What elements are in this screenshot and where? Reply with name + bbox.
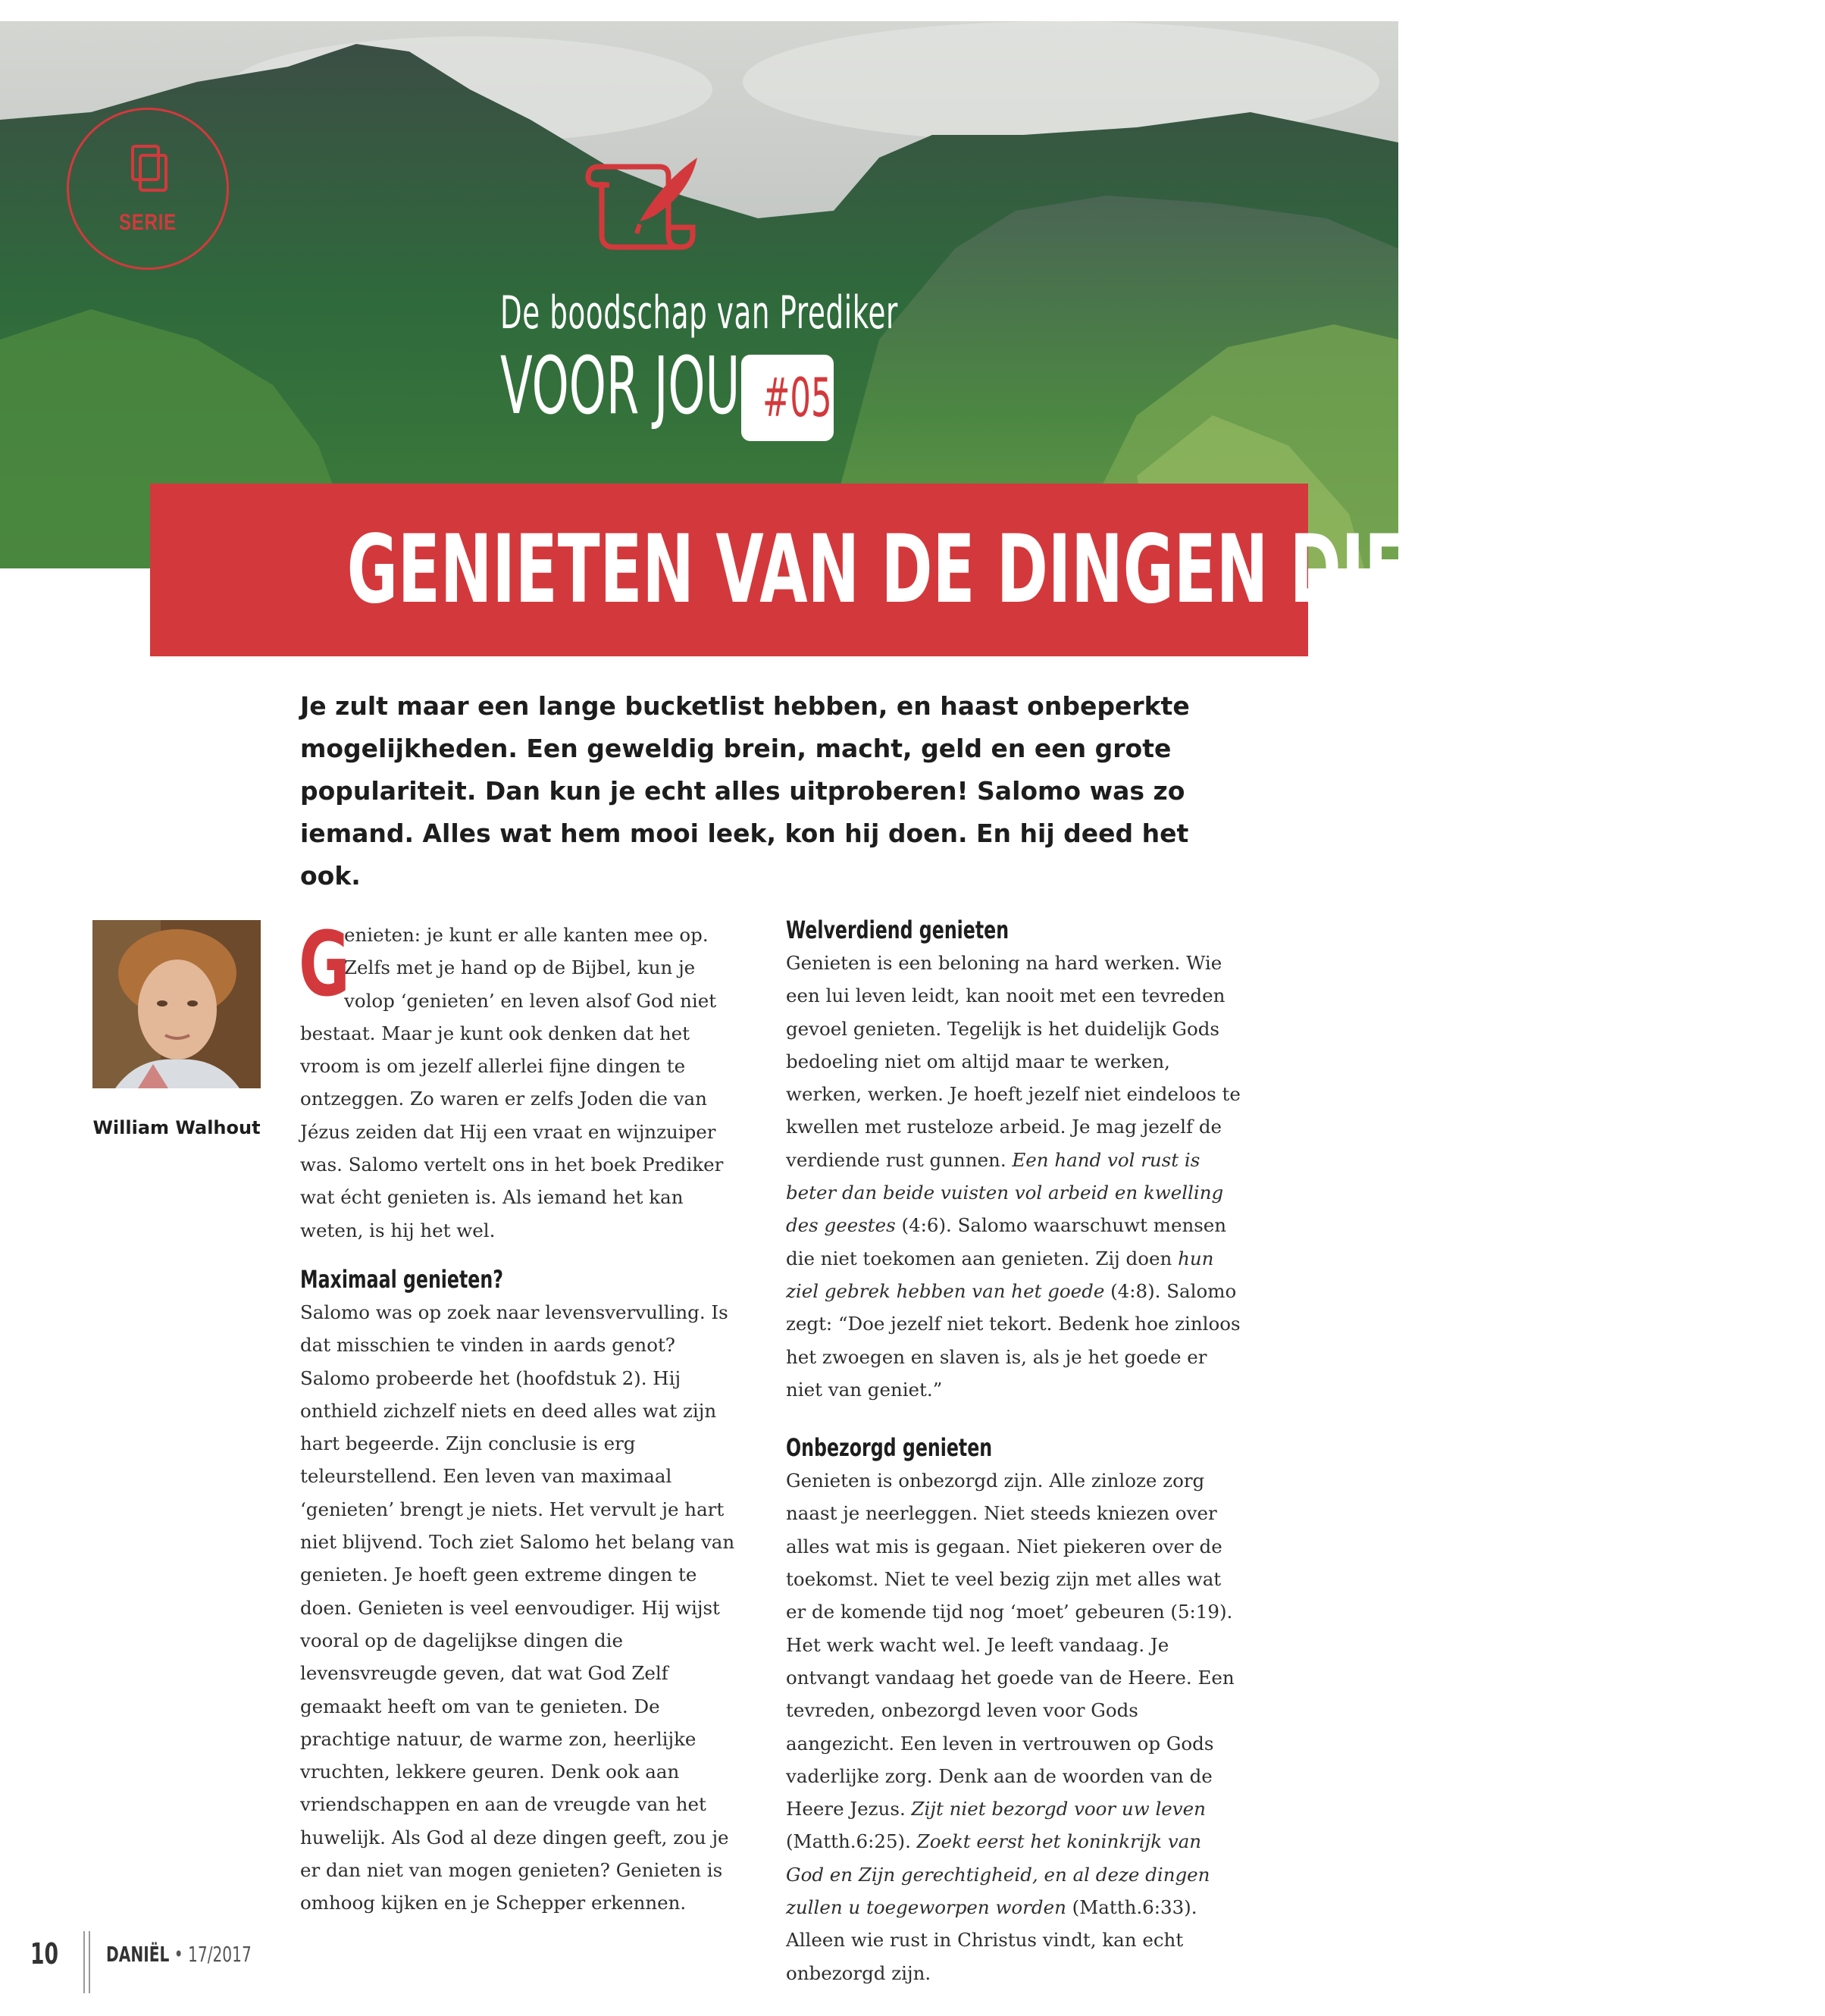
subheading-maximaal: Maximaal genieten? xyxy=(300,1264,503,1294)
text-run: (4:8). Salomo zegt: “Doe jezelf niet tekort. Bedenk hoe zinloos het zwoegen en slaven is, als je het goede er niet van geniet.” xyxy=(786,1279,1241,1401)
paragraph-maximaal: Salomo was op zoek naar levensvervulling. Is dat misschien te vinden in aards genot? Salomo probeerde het (hoofdstuk 2). Hij onthield zichzelf niets en deed alles wat zijn hart begeerde. Zijn conclusie is erg teleurstellend. Een leven van maximaal ‘genieten’ brengt je niets. Het vervult je hart niet blijvend. Toch ziet Salomo het belang van genieten. Je hoeft geen extreme dingen te doen. Genieten is veel eenvoudiger. Hij wijst vooral op de dagelijkse dingen die levensvreugde geven, dat wat God Zelf gemaakt heeft om van te genieten. De prachtige natuur, de warme zon, heerlijke vruchten, lekkere geuren. Denk ook aan vriendschappen en aan de vreugde van het huwelijk. Als God al deze dingen geeft, zou je er dan niet van mogen genieten? Genieten is omhoog kijken en je Schepper erkennen. xyxy=(300,1301,735,1914)
author-photo xyxy=(92,920,261,1088)
article-intro: Je zult maar een lange bucketlist hebben, en haast onbeperkte mogelijkheden. Een geweldig brein, macht, geld en een grote populariteit. Dan kun je echt alles uitproberen! Salomo was zo iemand. Alles wat hem mooi leek, kon hij doen. En hij deed het ook. xyxy=(300,691,1190,891)
series-title: De boodschap van Prediker xyxy=(500,286,898,340)
text-run: Genieten is een beloning na hard werken. Wie een lui leven leidt, kan nooit met een tevreden gevoel genieten. Tegelijk is het duidelijk Gods bedoeling niet om altijd maar te werken, werken, werken. Je hoeft jezelf niet eindeloos te kwellen met rusteloze arbeid. Je mag jezelf de verdiende rust gunnen. xyxy=(786,952,1241,1171)
quote-run: Een hand vol rust is beter dan beide vuisten vol arbeid en kwelling des geestes xyxy=(786,1148,1224,1237)
drop-cap: G xyxy=(299,912,350,1016)
paragraph-welverdiend xyxy=(786,947,1241,1406)
subheading-onbezorgd: Onbezorgd genieten xyxy=(786,1433,993,1463)
episode-number: #05 xyxy=(762,367,832,429)
magazine-name: DANIËL xyxy=(106,1942,170,1967)
column-left xyxy=(299,912,749,1920)
author-name: William Walhout xyxy=(92,1117,261,1138)
subheading-welverdiend: Welverdiend genieten xyxy=(786,916,1010,944)
author-avatar xyxy=(92,920,261,1088)
text-run: Genieten is onbezorgd zijn. Alle zinloze zorg naast je neerleggen. Niet steeds kniezen over alles wat mis is gegaan. Niet piekeren over de toekomst. Niet te veel bezig zijn met alles wat er de komende tijd nog ‘moet’ gebeuren (5:19). Het werk wacht wel. Je leeft vandaag. Je ontvangt vandaag het goede van de Heere. Een tevreden, onbezorgd leven voor Gods aangezicht. Een leven in vertrouwen op Gods vaderlijke zorg. Denk aan de woorden van de Heere Jezus. xyxy=(786,1470,1235,1820)
footer-divider xyxy=(83,1931,90,1993)
column-right xyxy=(786,914,1241,1989)
text-run: (4:6). Salomo waarschuwt mensen die niet toekomen aan genieten. Zij doen xyxy=(786,1214,1227,1269)
quote-run: Zoekt eerst het koninkrijk van God en Zijn gerechtigheid, en al deze dingen zullen u toegeworpen worden xyxy=(786,1830,1210,1919)
title-banner xyxy=(150,484,1825,656)
paragraph-opening xyxy=(299,912,749,1247)
episode-tag xyxy=(741,355,834,441)
text-run: (Matth.6:33). Alleen wie rust in Christus vindt, kan echt onbezorgd zijn. xyxy=(786,1896,1197,1984)
serie-badge xyxy=(67,108,229,270)
paragraph-text: enieten: je kunt er alle kanten mee op. Zelfs met je hand op de Bijbel, kun je volop ‘genieten’ en leven alsof God niet bestaat. Maar je kunt ook denken dat het vroom is om jezelf allerlei fijne dingen te ontzeggen. Zo waren er zelfs Joden die van Jézus zeiden dat Hij een vraat en wijnzuiper was. Salomo vertelt ons in het boek Prediker wat écht genieten is. Als iemand het kan weten, is hij het wel. xyxy=(300,924,724,1241)
quote-run: Zijt niet bezorgd voor uw leven xyxy=(911,1798,1206,1820)
quote-run: hun ziel gebrek hebben van het goede xyxy=(786,1247,1214,1302)
page-number: 10 xyxy=(30,1937,59,1971)
footer-magazine xyxy=(106,1942,252,1967)
documents-icon xyxy=(130,145,171,193)
issue-number: • 17/2017 xyxy=(169,1942,252,1967)
text-run: (Matth.6:25). xyxy=(786,1830,917,1853)
article-title: GENIETEN VAN DE DINGEN DIE GOD GEEFT xyxy=(346,515,1825,625)
paragraph-onbezorgd xyxy=(786,1464,1241,1989)
scroll-quill-icon xyxy=(584,152,705,265)
series-subtitle: VOOR JOU xyxy=(500,340,740,432)
serie-label: SERIE xyxy=(118,210,177,235)
